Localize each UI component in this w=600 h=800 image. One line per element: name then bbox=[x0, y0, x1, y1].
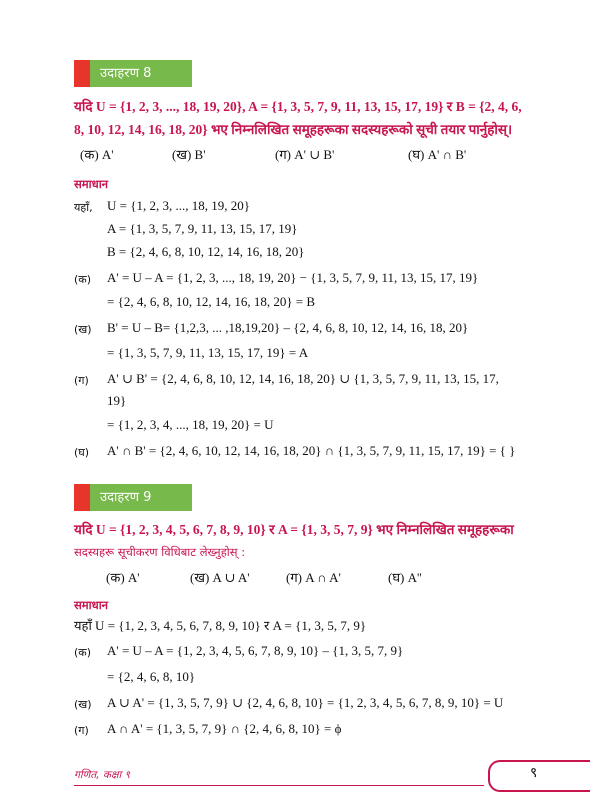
example-8-part-c-line-1: A' ∪ B' = {2, 4, 6, 8, 10, 12, 14, 16, 18, 20} ∪ {1, 3, 5, 7, 9, 11, 13, 15, 17, bbox=[107, 371, 499, 386]
example-9-banner bbox=[74, 484, 192, 511]
example-9-question bbox=[74, 518, 574, 564]
example-8-given-u: U = {1, 2, 3, ..., 18, 19, 20} bbox=[107, 198, 250, 213]
example-8-here-label: यहाँ, bbox=[74, 201, 93, 214]
page-number: ९ bbox=[530, 765, 538, 781]
example-9-part-a-line-1: A' = U – A = {1, 2, 3, 4, 5, 6, 7, 8, 9, 10} – {1, 3, 5, 7, 9} bbox=[107, 643, 404, 658]
example-8-part-d-line-1: A' ∩ B' = {2, 4, 6, 10, 12, 14, 16, 18, 20} ∩ {1, 3, 5, 7, 9, 11, 15, 17, 19} = { } bbox=[107, 443, 516, 458]
example-9-option-a: (क) A' bbox=[106, 570, 140, 585]
example-8-part-b-line-2: = {1, 3, 5, 7, 9, 11, 13, 15, 17, 19} = A bbox=[107, 345, 309, 360]
example-9-option-c: (ग) A ∩ A' bbox=[286, 570, 341, 585]
example-9-solution-heading: समाधान bbox=[74, 598, 109, 612]
banner-red-tab bbox=[74, 60, 90, 87]
example-9-part-c-label: (ग) bbox=[74, 724, 89, 737]
page-number-tab bbox=[488, 760, 590, 792]
example-8-option-a: (क) A' bbox=[80, 147, 114, 162]
example-8-given-a: A = {1, 3, 5, 7, 9, 11, 13, 15, 17, 19} bbox=[107, 221, 298, 236]
example-9-question-line-2: सदस्यहरू सूचीकरण विधिबाट लेख्नुहोस् : bbox=[74, 545, 246, 559]
example-8-part-c-line-2: = {1, 2, 3, 4, ..., 18, 19, 20} = U bbox=[107, 417, 274, 432]
example-9-question-line-1: यदि U = {1, 2, 3, 4, 5, 6, 7, 8, 9, 10} र A = {1, 3, 5, 7, 9} भए निम्नलिखित समूहहरूका bbox=[74, 522, 514, 537]
example-8-question-line-1: यदि U = {1, 2, 3, ..., 18, 19, 20}, A = {1, 3, 5, 7, 9, 11, 13, 15, 17, 19} र B = {2, 4, 6, bbox=[74, 99, 522, 114]
example-8-option-d: (घ) A' ∩ B' bbox=[408, 147, 467, 162]
example-8-question-line-2: 8, 10, 12, 14, 16, 18, 20} भए निम्नलिखित समूहहरूका सदस्यहरूको सूची तयार पार्नुहोस्। bbox=[74, 122, 513, 137]
example-8-label: उदाहरण 8 bbox=[90, 60, 192, 87]
example-8-part-b-line-1: B' = U – B= {1,2,3, ... ,18,19,20} – {2, 4, 6, 8, 10, 12, 14, 16, 18, 20} bbox=[107, 320, 469, 335]
example-8-solution-heading: समाधान bbox=[74, 177, 109, 191]
example-8-part-a-label: (क) bbox=[74, 273, 92, 286]
example-8-given-b: B = {2, 4, 6, 8, 10, 12, 14, 16, 18, 20} bbox=[107, 244, 305, 259]
example-8-option-c: (ग) A' ∪ B' bbox=[275, 147, 335, 162]
example-9-part-a-label: (क) bbox=[74, 646, 92, 659]
example-9-part-c-line-1: A ∩ A' = {1, 3, 5, 7, 9} ∩ {2, 4, 6, 8, 10} = ϕ bbox=[107, 721, 342, 736]
banner-red-tab bbox=[74, 484, 90, 511]
footer-rule bbox=[74, 785, 484, 786]
example-9-part-a-line-2: = {2, 4, 6, 8, 10} bbox=[107, 669, 196, 684]
example-9-part-b-line-1: A ∪ A' = {1, 3, 5, 7, 9} ∪ {2, 4, 6, 8, 10} = {1, 2, 3, 4, 5, 6, 7, 8, 9, 10} = U bbox=[107, 695, 504, 710]
example-9-part-b-label: (ख) bbox=[74, 698, 92, 711]
example-8-part-a-line-2: = {2, 4, 6, 8, 10, 12, 14, 16, 18, 20} = B bbox=[107, 294, 316, 309]
example-8-part-c-line-1b: 19} bbox=[107, 393, 127, 408]
example-8-option-b: (ख) B' bbox=[172, 147, 206, 162]
example-9-option-b: (ख) A ∪ A' bbox=[190, 570, 250, 585]
example-8-part-c-label: (ग) bbox=[74, 374, 89, 387]
footer-book-title: गणित, कक्षा ९ bbox=[74, 769, 130, 781]
example-9-label: उदाहरण 9 bbox=[90, 484, 192, 511]
example-8-part-a-line-1: A' = U – A = {1, 2, 3, ..., 18, 19, 20} − {1, 3, 5, 7, 9, 11, 13, 15, 17, 19} bbox=[107, 270, 479, 285]
example-8-part-d-label: (घ) bbox=[74, 446, 90, 459]
example-8-banner bbox=[74, 60, 192, 87]
example-9-option-d: (घ) A'' bbox=[388, 570, 422, 585]
example-8-part-b-label: (ख) bbox=[74, 323, 92, 336]
example-8-question bbox=[74, 95, 574, 141]
example-9-given-line: यहाँ U = {1, 2, 3, 4, 5, 6, 7, 8, 9, 10} र A = {1, 3, 5, 7, 9} bbox=[74, 618, 367, 633]
